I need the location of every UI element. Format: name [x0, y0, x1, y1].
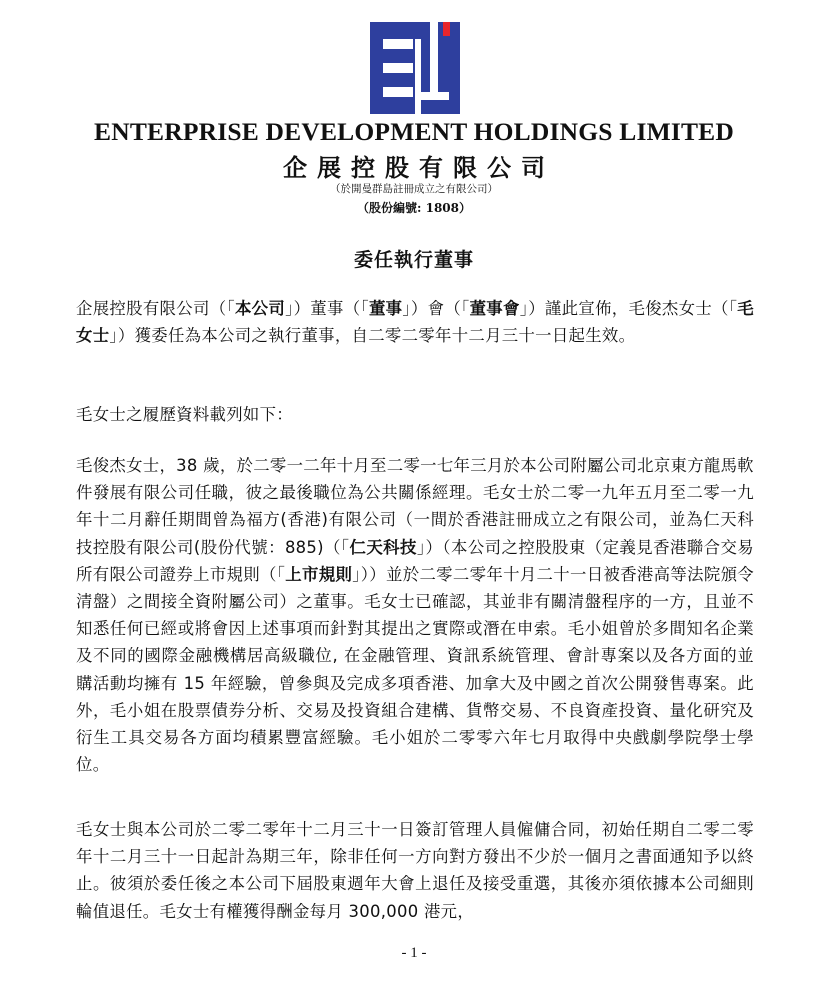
- text-run: 」）謹此宣佈，毛俊杰女士（「: [519, 299, 738, 318]
- company-name-zh: 企展控股有限公司: [283, 154, 555, 182]
- stock-code: （股份編號: 1808）: [356, 201, 471, 215]
- defined-term-ms-mao: 毛女士: [76, 299, 754, 346]
- text-run: 」）（本公司之控股股東（定義見香港聯合交易所有限公司證券上市規則（「: [76, 537, 755, 584]
- text-run: 」）獲委任為本公司之執行董事，自二零二零年十二月三十一日起生效。: [109, 326, 636, 346]
- defined-term-director: 董事: [368, 299, 403, 318]
- announcement-title: 委任執行董事: [353, 249, 474, 271]
- paragraph-appointment: [76, 295, 754, 349]
- page-number: - 1 -: [401, 945, 427, 961]
- paragraph-biography: [76, 452, 754, 778]
- company-name-en: ENTERPRISE DEVELOPMENT HOLDINGS LIMITED: [94, 117, 734, 146]
- paragraph-bio-intro: 毛女士之履歷資料載列如下：: [76, 405, 293, 424]
- text-run: 毛俊杰女士，38 歲，於二零一二年十月至二零一七年三月於本公司附屬公司北京東方龍馬軟件發展有限公司任職，彼之最後職位為公共關係經理。毛女士於二零一九年五月至二零一九年十二月辭任期間曾為福方(香港)有限公司（一間於香港註冊成立之有限公司，並為仁天科技控股有限公司(股份代號：885)（「: [76, 456, 754, 557]
- text-run: 企展控股有限公司（「: [76, 299, 235, 318]
- ed-logo-icon: [370, 22, 460, 114]
- incorporation-note: （於開曼群島註冊成立之有限公司）: [330, 183, 498, 195]
- text-run: 」）會（「: [402, 299, 470, 318]
- defined-term-rentian: 仁天科技: [349, 537, 417, 557]
- paragraph-contract: 毛女士與本公司於二零二零年十二月三十一日簽訂管理人員僱傭合同，初始任期自二零二零年十二月三十一日起計為期三年，除非任何一方向對方發出不少於一個月之書面通知予以終止。彼須於委任後之本公司下屆股東週年大會上退任及接受重選，其後亦須依據本公司細則輪值退任。毛女士有權獲得酬金每月 300,000 港元，: [76, 820, 754, 921]
- text-run: 」））並於二零二零年十月二十一日被香港高等法院頒令清盤）之間接全資附屬公司）之董事。毛女士已確認，其並非有關清盤程序的一方，且並不知悉任何已經或將會因上述事項而針對其提出之實際或潛在申索。毛小姐曾於多間知名企業及不同的國際金融機構居高級職位, 在金融管理、資訊系統管理、會計專案以及各方面的並購活動均擁有 15 年經驗，曾參與及完成多項香港、加拿大及中國之首次公開發售專案。此外，毛小姐在股票債券分析、交易及投資組合建構、貨幣交易、不良資產投資、量化研究及衍生工具交易各方面均積累豐富經驗。毛小姐於二零零六年七月取得中央戲劇學院學士學位。: [76, 564, 754, 775]
- defined-term-listing-rules: 上市規則: [285, 564, 353, 584]
- company-logo: [370, 22, 460, 114]
- text-run: 」）董事（「: [285, 299, 369, 318]
- defined-term-board: 董事會: [469, 299, 520, 318]
- defined-term-company: 本公司: [234, 299, 286, 318]
